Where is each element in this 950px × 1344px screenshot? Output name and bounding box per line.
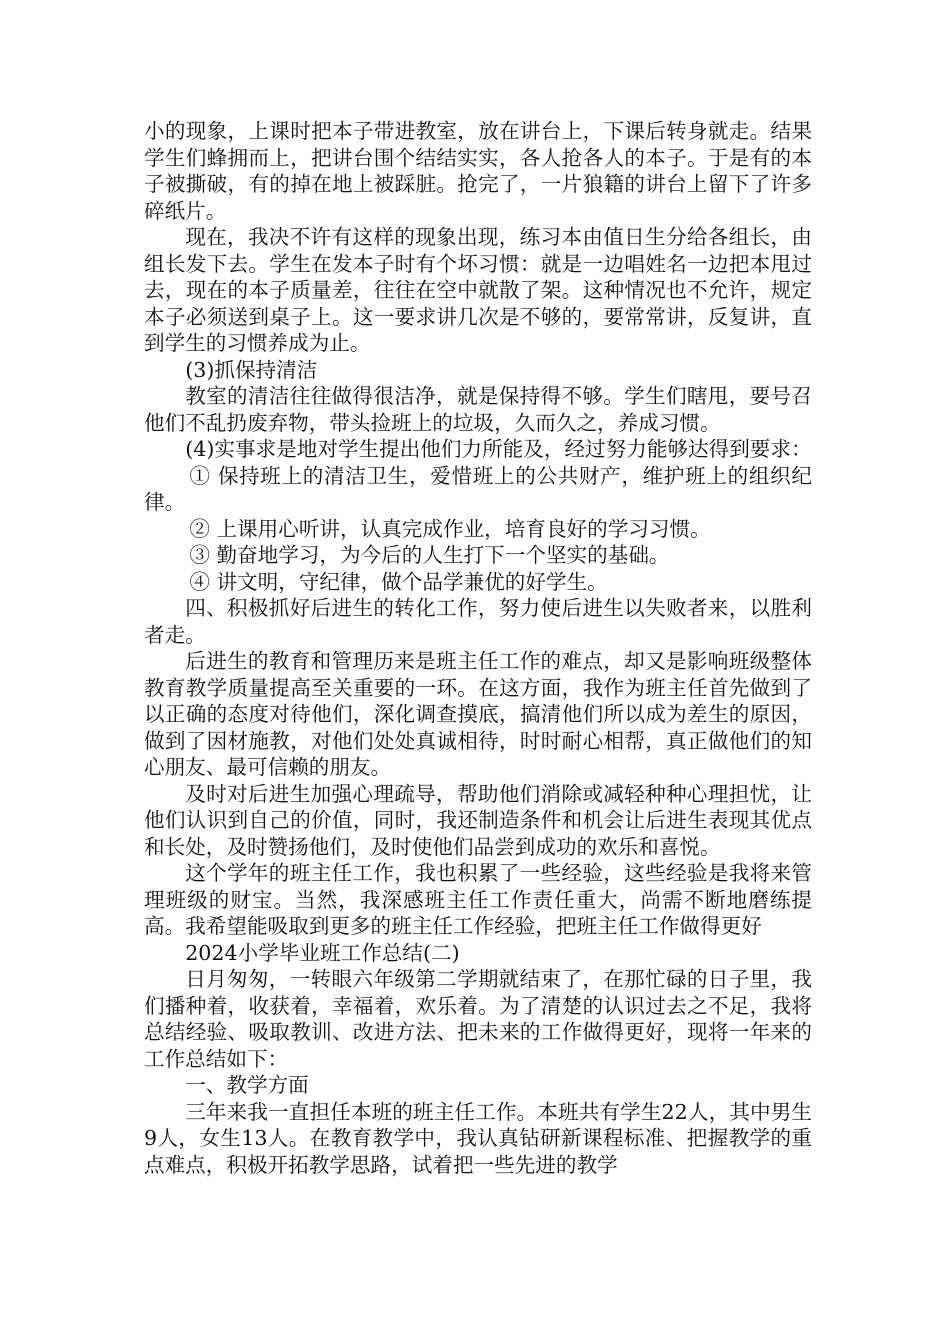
paragraph-psychological-guidance: 及时对后进生加强心理疏导，帮助他们消除或减轻种种心理担忧，让他们认识到自己的价值，同时，我还制造条件和机会让后进生表现其优点和长处，及时赞扬他们，及时使他们品尝到成功的欢乐和喜悦。 bbox=[144, 781, 812, 859]
paragraph-notebook-rule: 现在，我决不许有这样的现象出现，练习本由值日生分给各组长，由组长发下去。学生在发本子时有个坏习惯：就是一边唱姓名一边把本甩过去，现在的本子质量差，往往在空中就散了架。这种情况也不允许，规定本子必须送到桌子上。这一要求讲几次是不够的，要常常讲，反复讲，直到学生的习惯养成为止。 bbox=[144, 225, 812, 355]
list-item-requirement-4: ④ 讲文明，守纪律，做个品学兼优的好学生。 bbox=[189, 569, 608, 594]
heading-keep-clean: (3)抓保持清洁 bbox=[185, 357, 318, 382]
paragraph-keep-clean: 教室的清洁往往做得很洁净，就是保持得不够。学生们瞎甩，要号召他们不乱扔废弃物，带头捡班上的垃圾，久而久之，养成习惯。 bbox=[144, 384, 812, 435]
document-page bbox=[144, 118, 812, 1178]
paragraph-experience-summary: 这个学年的班主任工作，我也积累了一些经验，这些经验是我将来管理班级的财宝。当然，我深感班主任工作责任重大，尚需不断地磨练提高。我希望能吸取到更多的班主任工作经验，把班主任工作做得更好 bbox=[144, 861, 812, 938]
list-item-requirement-1: ① 保持班上的清洁卫生，爱惜班上的公共财产，维护班上的组织纪律。 bbox=[144, 463, 812, 514]
list-item-requirement-3: ③ 勤奋地学习，为今后的人生打下一个坚实的基础。 bbox=[189, 543, 670, 567]
paragraph-underachievers: 后进生的教育和管理历来是班主任工作的难点，却又是影响班级整体教育教学质量提高至关重要的一环。在这方面，我作为班主任首先做到了以正确的态度对待他们，深化调查摸底，搞清他们所以成为差生的原因，做到了因材施教，对他们处处真诚相待，时时耐心相帮，真正做他们的知心朋友、最可信赖的朋友。 bbox=[144, 649, 812, 779]
list-item-requirement-2: ② 上课用心听讲，认真完成作业，培育良好的学习习惯。 bbox=[189, 516, 711, 541]
paragraph-introduction: 日月匆匆，一转眼六年级第二学期就结束了，在那忙碌的日子里，我们播种着，收获着，幸福着，欢乐着。为了清楚的认识过去之不足，我将总结经验、吸取教训、改进方法、把未来的工作做得更好，现将一年来的工作总结如下： bbox=[144, 967, 812, 1071]
heading-section-four: 四、积极抓好后进生的转化工作，努力使后进生以失败者来，以胜利者走。 bbox=[144, 596, 812, 647]
heading-teaching: 一、教学方面 bbox=[185, 1073, 309, 1097]
paragraph-teaching: 三年来我一直担任本班的班主任工作。本班共有学生22人，其中男生9人，女生13人。在教育教学中，我认真钻研新课程标准、把握教学的重点难点，积极开拓教学思路，试着把一些先进的教学 bbox=[144, 1099, 812, 1177]
paragraph-class-notebook-scene: 小的现象，上课时把本子带进教室，放在讲台上，下课后转身就走。结果学生们蜂拥而上，把讲台围个结结实实，各人抢各人的本子。于是有的本子被撕破，有的掉在地上被踩脏。抢完了，一片狼籍的讲台上留下了许多碎纸片。 bbox=[144, 119, 812, 223]
document-subtitle: 2024小学毕业班工作总结(二) bbox=[185, 940, 460, 965]
heading-requirements: (4)实事求是地对学生提出他们力所能及，经过努力能够达得到要求： bbox=[185, 437, 812, 461]
